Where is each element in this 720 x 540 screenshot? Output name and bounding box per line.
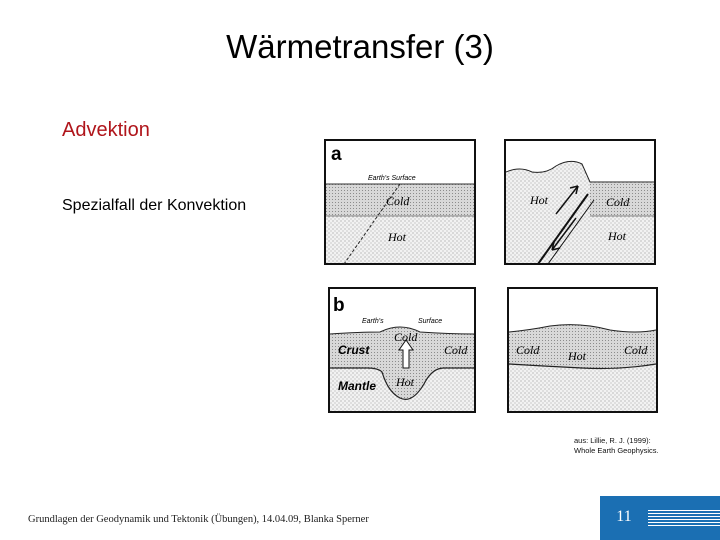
source-line-2: Whole Earth Geophysics. (574, 446, 659, 455)
slide-title: Wärmetransfer (3) (226, 28, 494, 65)
decorative-stripes (648, 510, 720, 526)
panel-a-left (325, 140, 475, 264)
panel-b-mantle-label: Mantle (338, 379, 377, 393)
source-line-1: aus: Lillie, R. J. (1999): (574, 436, 651, 445)
panel-b-right-hot-label: Hot (568, 349, 586, 363)
panel-b-letter: b (333, 295, 345, 316)
section-subtitle: Spezialfall der Konvektion (62, 197, 247, 214)
panel-b-surface-label: Surface (418, 318, 443, 325)
panel-a-right-hot-lower-label: Hot (608, 229, 626, 243)
panel-b-right-cold-left-label: Cold (516, 343, 540, 357)
figure-source (574, 436, 659, 456)
panel-b-left (329, 288, 475, 412)
page-number: 11 (616, 508, 632, 525)
panel-b-cold-top-label: Cold (394, 330, 418, 344)
section-heading: Advektion (62, 119, 150, 141)
panel-a-cold-label: Cold (386, 194, 410, 208)
slide-footer: Grundlagen der Geodynamik und Tektonik (Übungen), 14.04.09, Blanka Sperner (28, 514, 369, 525)
panel-b-right (508, 288, 657, 412)
panel-a-letter: a (331, 144, 342, 165)
panel-b-cold-right-label: Cold (444, 343, 468, 357)
panel-b-right-cold-right-label: Cold (624, 343, 648, 357)
panel-b-crust-label: Crust (338, 343, 370, 357)
panel-b-earths-label: Earth's (362, 318, 384, 325)
advection-figure (320, 136, 665, 418)
panel-a-right-hot-label: Hot (530, 193, 548, 207)
panel-a-right (505, 140, 655, 264)
panel-a-right-cold-label: Cold (606, 195, 630, 209)
panel-a-hot-label: Hot (388, 230, 406, 244)
panel-b-hot-label: Hot (396, 375, 414, 389)
panel-a-surface-label: Earth's Surface (368, 175, 416, 182)
